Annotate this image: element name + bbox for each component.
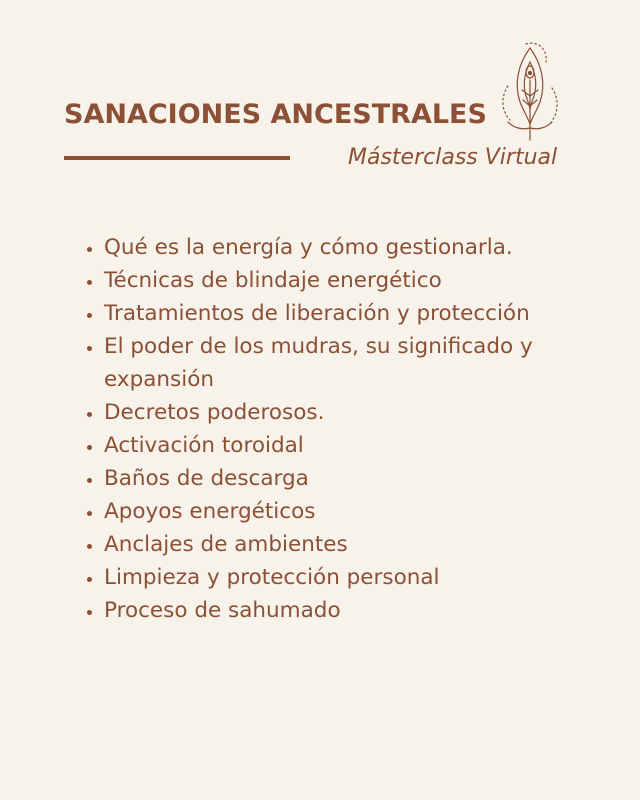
topic-list xyxy=(79,231,604,627)
title-underline xyxy=(64,156,290,160)
list-item: • Activación toroidal xyxy=(104,429,604,462)
page-title: SANACIONES ANCESTRALES xyxy=(64,99,487,130)
list-item: • El poder de los mudras, su significado y expansión xyxy=(104,330,604,396)
list-item: • Decretos poderosos. xyxy=(104,396,604,429)
list-item: • Apoyos energéticos xyxy=(104,495,604,528)
list-item: • Proceso de sahumado xyxy=(104,594,604,627)
page-subtitle: Másterclass Virtual xyxy=(348,145,558,170)
list-item: • Anclajes de ambientes xyxy=(104,528,604,561)
list-item: • Baños de descarga xyxy=(104,462,604,495)
list-item: • Tratamientos de liberación y protección xyxy=(104,297,604,330)
feather-icon xyxy=(498,36,562,144)
list-item: • Técnicas de blindaje energético xyxy=(104,264,604,297)
list-item: • Qué es la energía y cómo gestionarla. xyxy=(104,231,604,264)
list-item: • Limpieza y protección personal xyxy=(104,561,604,594)
